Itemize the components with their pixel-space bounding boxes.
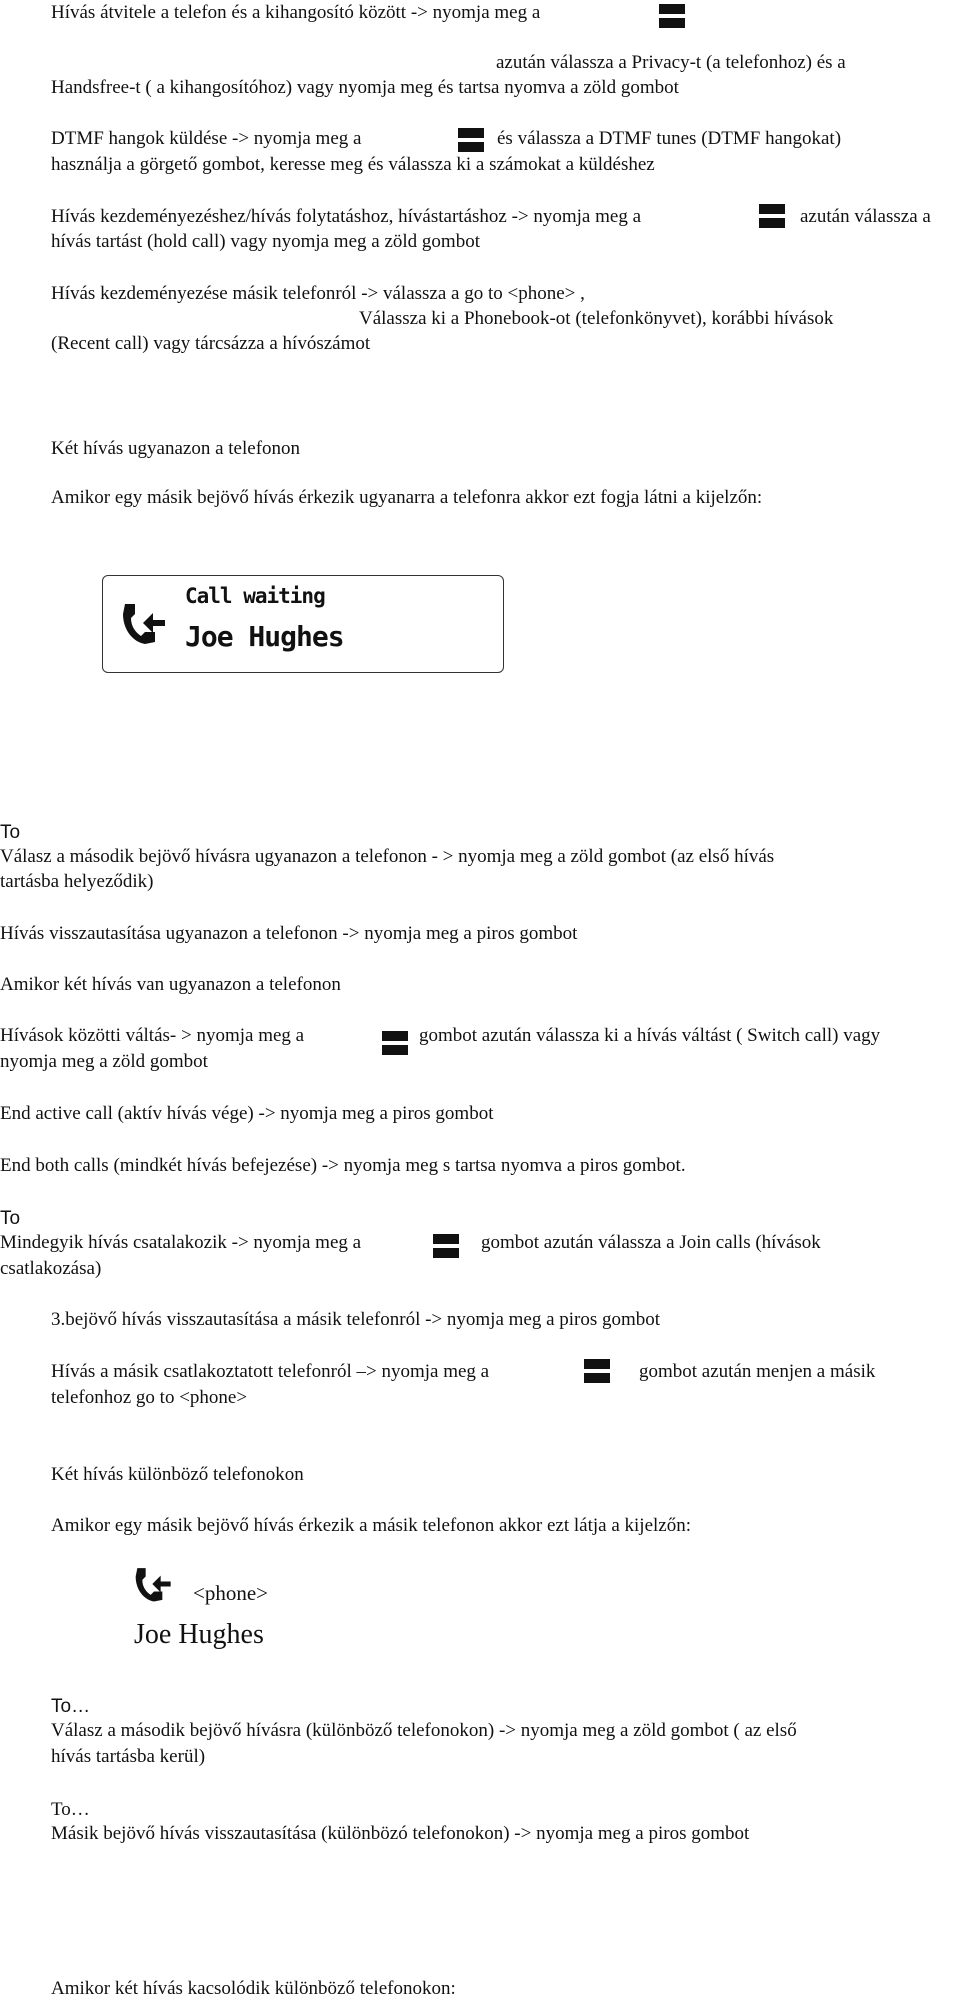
menu-key-icon [659,4,685,30]
phone-receiver-icon [121,598,169,648]
to-label-2: To [0,1208,21,1229]
hold-line-1a: Hívás kezdeményezéshez/hívás folytatáshoz, hívástartáshoz -> nyomja meg a [51,206,642,227]
joined-line-1a: Hívás a másik csatlakoztatott telefonról –> nyomja meg a [51,1361,490,1382]
joined-line-1b: gombot azután menjen a másik [639,1361,876,1382]
display-status: Call waiting [185,584,325,608]
display2-caller: Joe Hughes [134,1619,264,1650]
third-reject: 3.bejövő hívás visszautasítása a másik telefonról -> nyomja meg a piros gombot [51,1309,661,1330]
hold-line-1b: azután válassza a [800,206,931,227]
join-line-2: csatlakozása) [0,1258,102,1279]
joined-line-2: telefonhoz go to <phone> [51,1387,248,1408]
joined-diff-title: Amikor két hívás kacsolódik különböző telefonokon: [51,1978,456,1999]
phone-receiver-icon [134,1562,174,1606]
call-waiting-display [102,575,504,673]
switch-line-2: nyomja meg a zöld gombot [0,1051,208,1072]
answer-diff-line-1: Válasz a második bejövő hívásra (különböző telefonokon) -> nyomja meg a zöld gombot ( az első [51,1720,797,1741]
other-phone-line-3: (Recent call) vagy tárcsázza a hívószámot [51,333,371,354]
hold-line-2: hívás tartást (hold call) vagy nyomja meg a zöld gombot [51,231,480,252]
join-line-1b: gombot azután válassza a Join calls (hívások [481,1232,821,1253]
other-phone-line-1: Hívás kezdeményezése másik telefonról -> válassza a go to <phone> , [51,283,585,304]
section-title-two-same: Két hívás ugyanazon a telefonon [51,438,301,459]
dtmf-line-1a: DTMF hangok küldése -> nyomja meg a [51,128,362,149]
to-label-1: To [0,822,21,843]
transfer-line-1: Hívás átvitele a telefon és a kihangosító között -> nyomja meg a [51,2,541,23]
menu-key-icon [584,1359,610,1385]
two-on-same: Amikor két hívás van ugyanazon a telefonon [0,974,341,995]
section-title-two-diff: Két hívás különböző telefonokon [51,1464,304,1485]
two-diff-intro: Amikor egy másik bejövő hívás érkezik a másik telefonon akkor ezt látja a kijelzőn: [51,1515,691,1536]
display2-target: <phone> [193,1581,269,1605]
menu-key-icon [433,1234,459,1260]
to-label-3: To… [51,1696,91,1717]
switch-line-1b: gombot azután válassza ki a hívás váltást ( Switch call) vagy [419,1025,881,1046]
other-phone-line-2: Válassza ki a Phonebook-ot (telefonkönyvet), korábbi hívások [359,308,834,329]
switch-line-1a: Hívások közötti váltás- > nyomja meg a [0,1025,305,1046]
answer-same-line-2: tartásba helyeződik) [0,871,154,892]
two-same-intro: Amikor egy másik bejövő hívás érkezik ugyanarra a telefonra akkor ezt fogja látni a kijelzőn: [51,487,763,508]
display-caller: Joe Hughes [185,620,344,653]
answer-diff-line-2: hívás tartásba kerül) [51,1746,206,1767]
dtmf-line-1b: és válassza a DTMF tunes (DTMF hangokat) [497,128,842,149]
menu-key-icon [458,128,484,154]
transfer-line-2: azután válassza a Privacy-t (a telefonhoz) és a [496,52,846,73]
end-both: End both calls (mindkét hívás befejezése) -> nyomja meg s tartsa nyomva a piros gombot. [0,1155,686,1176]
dtmf-line-2: használja a görgető gombot, keresse meg és válassza ki a számokat a küldéshez [51,154,655,175]
menu-key-icon [382,1031,408,1057]
join-line-1a: Mindegyik hívás csatalakozik -> nyomja meg a [0,1232,362,1253]
reject-same: Hívás visszautasítása ugyanazon a telefonon -> nyomja meg a piros gombot [0,923,578,944]
end-active: End active call (aktív hívás vége) -> nyomja meg a piros gombot [0,1103,494,1124]
menu-key-icon [759,204,785,230]
transfer-line-3: Handsfree-t ( a kihangosítóhoz) vagy nyomja meg és tartsa nyomva a zöld gombot [51,77,679,98]
answer-same-line-1: Válasz a második bejövő hívásra ugyanazon a telefonon - > nyomja meg a zöld gombot (az első hívás [0,846,775,867]
reject-diff: Másik bejövő hívás visszautasítása (különbözó telefonokon) -> nyomja meg a piros gombot [51,1823,750,1844]
to-label-4: To… [51,1799,90,1820]
